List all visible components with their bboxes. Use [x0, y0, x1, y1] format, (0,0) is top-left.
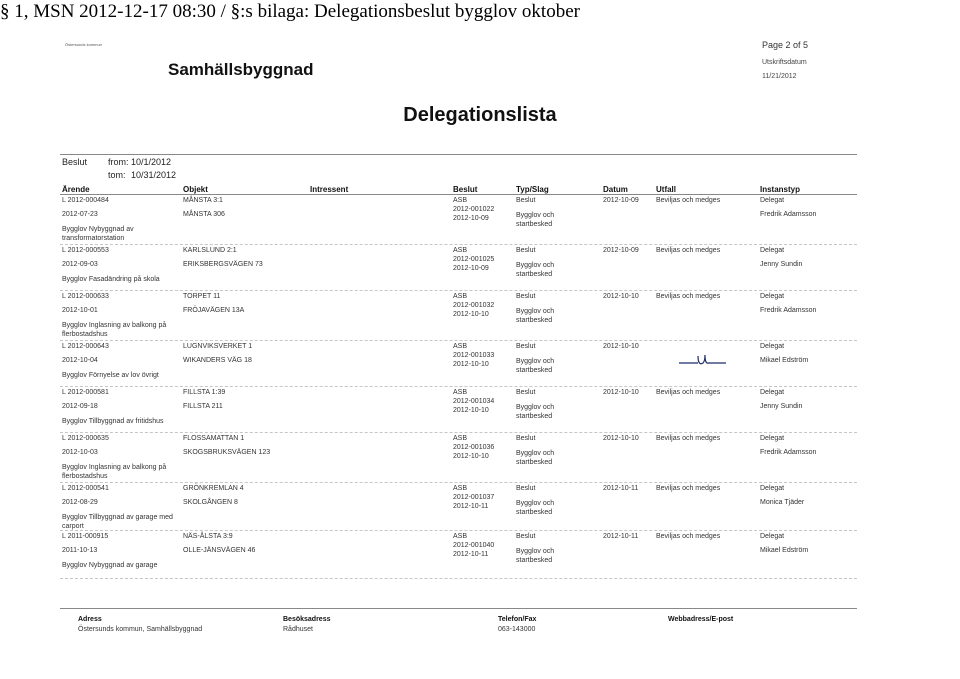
footer-address-value: Östersunds kommun, Samhällsbyggnad — [78, 626, 203, 633]
row-description: Bygglov Inglasning av balkong på flerbostadshus — [62, 464, 167, 480]
row-decision-date: 2012-10-11 — [453, 551, 489, 558]
col-header-datum: Datum — [603, 185, 628, 194]
row-decision-number: 2012-001034 — [453, 398, 495, 405]
footer-web-label: Webbadress/E-post — [668, 616, 734, 623]
row-object-property: KARLSLUND 2:1 — [183, 247, 237, 254]
page-number: Page 2 of 5 — [762, 40, 809, 50]
row-case-number: L 2012-000541 — [62, 485, 109, 492]
row-case-date: 2012-09-18 — [62, 403, 98, 410]
row-decision-number: 2012-001022 — [453, 206, 495, 213]
row-object-address: ERIKSBERGSVÄGEN 73 — [183, 261, 263, 268]
row-date: 2012-10-11 — [603, 485, 639, 492]
row-decision-type: ASB — [453, 247, 468, 254]
row-object-address: FILLSTA 211 — [183, 403, 223, 410]
row-object-property: LUGNVIKSVERKET 1 — [183, 343, 253, 350]
row-separator — [60, 290, 857, 291]
row-decision-kind: Bygglov och startbesked — [516, 548, 555, 564]
row-case-date: 2012-09-03 — [62, 261, 98, 268]
row-description: Bygglov Inglasning av balkong på flerbostadshus — [62, 322, 167, 338]
row-decision-kind: Bygglov och startbesked — [516, 358, 555, 374]
col-header-objekt: Objekt — [183, 185, 208, 194]
row-case-date: 2012-10-03 — [62, 449, 98, 456]
row-description: Bygglov Fasadändring på skola — [62, 276, 160, 283]
row-case-number: L 2012-000635 — [62, 435, 109, 442]
row-outcome: Beviljas och medges — [656, 485, 721, 492]
row-decision-kind: Bygglov och startbesked — [516, 212, 555, 228]
row-handler: Mikael Edström — [760, 547, 809, 554]
row-type: Beslut — [516, 343, 536, 350]
row-object-property: MÅNSTA 3:1 — [183, 197, 223, 204]
row-case-number: L 2012-000633 — [62, 293, 109, 300]
row-description: Bygglov Tillbyggnad av fritidshus — [62, 418, 164, 425]
department-heading: Samhällsbyggnad — [168, 60, 314, 79]
row-type: Beslut — [516, 293, 536, 300]
row-outcome: Beviljas och medges — [656, 389, 721, 396]
row-case-date: 2012-07-23 — [62, 211, 98, 218]
row-date: 2012-10-10 — [603, 389, 639, 396]
row-object-address: FRÖJAVÄGEN 13A — [183, 307, 245, 314]
row-decision-kind: Bygglov och startbesked — [516, 404, 555, 420]
col-header-instanstyp: Instanstyp — [760, 185, 801, 194]
col-header-beslut: Beslut — [453, 185, 478, 194]
row-case-date: 2012-08-29 — [62, 499, 98, 506]
row-decision-number: 2012-001040 — [453, 542, 495, 549]
row-separator — [60, 386, 857, 387]
row-instance-type: Delegat — [760, 343, 785, 350]
filter-to-value: 10/31/2012 — [131, 170, 177, 180]
row-decision-type: ASB — [453, 533, 468, 540]
row-decision-kind: Bygglov och startbesked — [516, 308, 555, 324]
row-decision-type: ASB — [453, 293, 468, 300]
row-decision-number: 2012-001025 — [453, 256, 495, 263]
row-description: Bygglov Tillbyggnad av garage med carport — [62, 514, 173, 530]
row-type: Beslut — [516, 247, 536, 254]
row-outcome: Beviljas och medges — [656, 533, 721, 540]
row-date: 2012-10-10 — [603, 343, 639, 350]
row-separator — [60, 482, 857, 483]
row-decision-type: ASB — [453, 343, 468, 350]
footer-rule — [60, 608, 857, 609]
row-decision-kind: Bygglov och startbesked — [516, 500, 555, 516]
row-object-property: FILLSTA 1:39 — [183, 389, 226, 396]
row-date: 2012-10-11 — [603, 533, 639, 540]
row-case-date: 2011-10-13 — [62, 547, 98, 554]
row-handler: Fredrik Adamsson — [760, 211, 817, 218]
row-object-property: GRÖNKREMLAN 4 — [183, 485, 244, 492]
row-type: Beslut — [516, 197, 536, 204]
row-handler: Mikael Edström — [760, 357, 809, 364]
row-date: 2012-10-09 — [603, 197, 639, 204]
row-object-property: NÄS-ÅLSTA 3:9 — [183, 533, 233, 540]
row-instance-type: Delegat — [760, 533, 785, 540]
row-separator — [60, 244, 857, 245]
col-header-intressent: Intressent — [310, 185, 349, 194]
row-description: Bygglov Nybyggnad av transformatorstation — [62, 226, 134, 242]
row-handler: Jenny Sundin — [760, 403, 803, 410]
row-outcome: Beviljas och medges — [656, 197, 721, 204]
row-case-date: 2012-10-04 — [62, 357, 98, 364]
row-decision-date: 2012-10-10 — [453, 453, 489, 460]
row-description: Bygglov Nybyggnad av garage — [62, 562, 158, 569]
col-header-arende: Ärende — [62, 185, 90, 194]
signature-mark — [678, 351, 728, 374]
row-instance-type: Delegat — [760, 435, 785, 442]
row-decision-date: 2012-10-11 — [453, 503, 489, 510]
row-object-address: SKOLGÅNGEN 8 — [183, 499, 238, 506]
row-description: Bygglov Förnyelse av lov övrigt — [62, 372, 159, 379]
row-case-number: L 2012-000643 — [62, 343, 109, 350]
row-object-address: OLLE-JÄNSVÄGEN 46 — [183, 547, 256, 554]
filter-from-label: from: — [108, 157, 129, 167]
row-outcome: Beviljas och medges — [656, 435, 721, 442]
row-decision-type: ASB — [453, 197, 468, 204]
row-decision-date: 2012-10-09 — [453, 265, 489, 272]
row-decision-date: 2012-10-10 — [453, 407, 489, 414]
row-decision-kind: Bygglov och startbesked — [516, 450, 555, 466]
row-object-address: MÅNSTA 306 — [183, 211, 225, 218]
row-decision-kind: Bygglov och startbesked — [516, 262, 555, 278]
footer-phone-label: Telefon/Fax — [498, 616, 537, 623]
row-object-property: FLOSSAMATTAN 1 — [183, 435, 245, 442]
row-object-address: WIKANDERS VÄG 18 — [183, 357, 252, 364]
header-rule — [60, 194, 857, 195]
row-type: Beslut — [516, 389, 536, 396]
row-type: Beslut — [516, 485, 536, 492]
row-instance-type: Delegat — [760, 197, 785, 204]
print-date-label: Utskriftsdatum — [762, 59, 807, 66]
filter-label: Beslut — [62, 157, 88, 167]
row-type: Beslut — [516, 533, 536, 540]
row-outcome: Beviljas och medges — [656, 247, 721, 254]
row-object-address: SKOGSBRUKSVÄGEN 123 — [183, 449, 271, 456]
row-handler: Monica Tjäder — [760, 499, 805, 506]
row-separator — [60, 578, 857, 579]
row-date: 2012-10-10 — [603, 293, 639, 300]
filter-rule — [60, 154, 857, 155]
row-decision-date: 2012-10-10 — [453, 361, 489, 368]
row-case-number: L 2012-000581 — [62, 389, 109, 396]
org-logo-text: Östersunds kommun — [65, 42, 102, 47]
row-case-date: 2012-10-01 — [62, 307, 98, 314]
row-outcome: Beviljas och medges — [656, 293, 721, 300]
filter-to-label: tom: — [108, 170, 126, 180]
print-date-value: 11/21/2012 — [762, 73, 797, 80]
filter-from-value: 10/1/2012 — [131, 157, 172, 167]
row-decision-type: ASB — [453, 389, 468, 396]
row-decision-number: 2012-001036 — [453, 444, 495, 451]
row-instance-type: Delegat — [760, 247, 785, 254]
row-handler: Jenny Sundin — [760, 261, 803, 268]
row-case-number: L 2011-000915 — [62, 533, 109, 540]
row-separator — [60, 432, 857, 433]
row-date: 2012-10-10 — [603, 435, 639, 442]
row-instance-type: Delegat — [760, 293, 785, 300]
row-decision-type: ASB — [453, 435, 468, 442]
col-header-utfall: Utfall — [656, 185, 676, 194]
row-separator — [60, 530, 857, 531]
row-handler: Fredrik Adamsson — [760, 307, 817, 314]
row-decision-date: 2012-10-09 — [453, 215, 489, 222]
footer-visit-label: Besöksadress — [283, 616, 331, 623]
footer-address-label: Adress — [78, 616, 102, 623]
page-title: § 1, MSN 2012-12-17 08:30 / §:s bilaga: Delegationsbeslut bygglov oktober — [0, 1, 580, 22]
col-header-typ-slag: Typ/Slag — [516, 185, 549, 194]
row-decision-number: 2012-001033 — [453, 352, 495, 359]
row-separator — [60, 340, 857, 341]
row-decision-date: 2012-10-10 — [453, 311, 489, 318]
row-decision-number: 2012-001037 — [453, 494, 495, 501]
row-handler: Fredrik Adamsson — [760, 449, 817, 456]
footer-visit-value: Rådhuset — [283, 626, 313, 633]
row-type: Beslut — [516, 435, 536, 442]
row-date: 2012-10-09 — [603, 247, 639, 254]
row-object-property: TORPET 11 — [183, 293, 221, 300]
footer-phone-value: 063-143000 — [498, 626, 536, 633]
row-case-number: L 2012-000484 — [62, 197, 109, 204]
document-title: Delegationslista — [403, 104, 557, 126]
row-case-number: L 2012-000553 — [62, 247, 109, 254]
row-instance-type: Delegat — [760, 389, 785, 396]
row-decision-type: ASB — [453, 485, 468, 492]
row-instance-type: Delegat — [760, 485, 785, 492]
row-decision-number: 2012-001032 — [453, 302, 495, 309]
